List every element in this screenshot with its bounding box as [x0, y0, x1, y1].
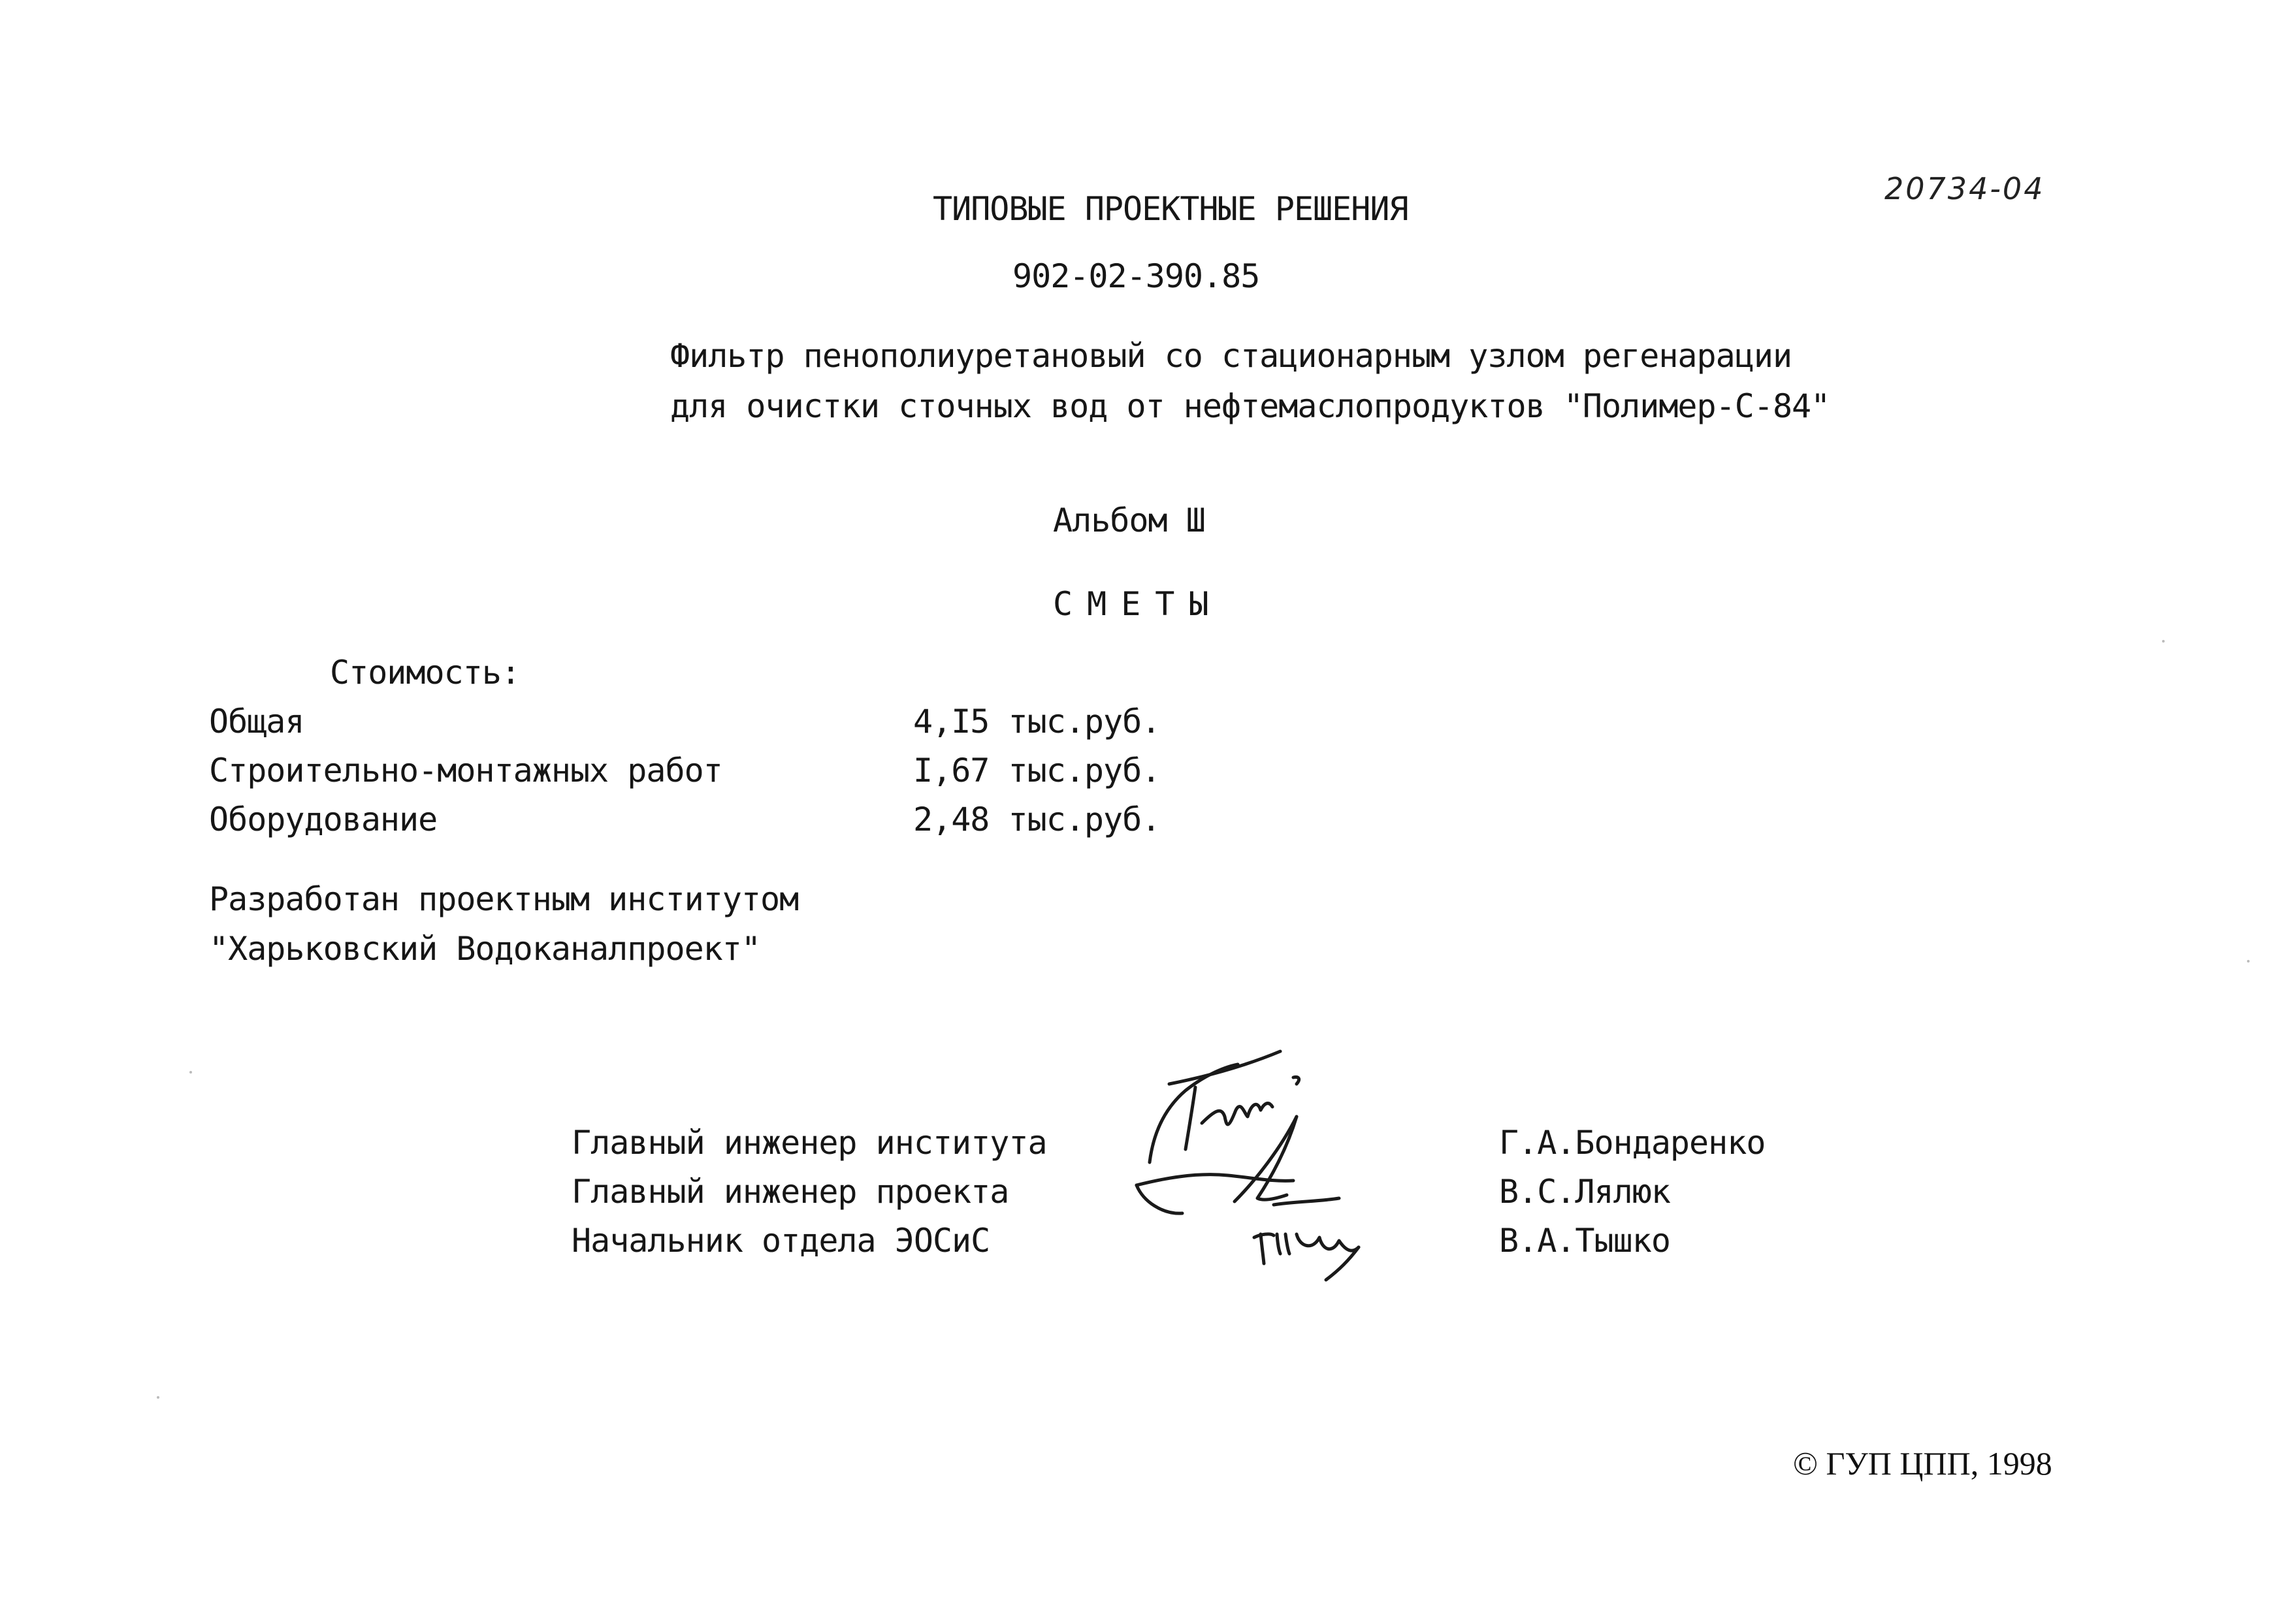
album-label: Альбом Ш [1053, 502, 1205, 539]
signature-stroke [1186, 1087, 1195, 1149]
cost-row-label: Оборудование [209, 801, 438, 838]
signatory-position: Главный инженер проекта [572, 1173, 1009, 1211]
scan-speck [2247, 960, 2250, 963]
title-line-2: для очистки сточных вод от нефтемаслопродуктов "Полимер-С-84" [670, 387, 1830, 425]
signature-stroke [1326, 1247, 1359, 1280]
signatory-name: В.А.Тышко [1499, 1222, 1670, 1260]
document-number: 20734-04 [1884, 171, 2045, 206]
cost-row-value: 2,48 тыс.руб. [913, 801, 1161, 838]
signature-stroke [1137, 1185, 1182, 1213]
project-code: 902-02-390.85 [1012, 257, 1260, 295]
signature-stroke [1297, 1234, 1359, 1250]
developer-line-2: "Харьковский Водоканалпроект" [209, 930, 760, 968]
signature-stroke [1261, 1234, 1264, 1264]
signature-stroke [1285, 1234, 1289, 1254]
cost-row-value: 4,I5 тыс.руб. [913, 703, 1161, 740]
signatory-position: Главный инженер института [572, 1124, 1047, 1162]
signature-stroke [1274, 1198, 1339, 1205]
scan-speck [157, 1396, 159, 1399]
scan-speck [189, 1071, 192, 1074]
signatory-name: Г.А.Бондаренко [1499, 1124, 1766, 1162]
signature-stroke [1235, 1117, 1297, 1202]
signature-stroke [1277, 1234, 1280, 1254]
series-heading: ТИПОВЫЕ ПРОЕКТНЫЕ РЕШЕНИЯ [933, 190, 1408, 228]
signature-stroke [1202, 1104, 1272, 1124]
cost-row-value: I,67 тыс.руб. [913, 752, 1161, 789]
signatory-position: Начальник отдела ЭОСиС [572, 1222, 990, 1260]
cost-heading: Стоимость: [330, 654, 521, 692]
signatory-name: В.С.Лялюк [1499, 1173, 1670, 1211]
signature-stroke [1254, 1234, 1274, 1237]
copyright: © ГУП ЦПП, 1998 [1793, 1445, 2052, 1482]
title-line-1: Фильтр пенополиуретановый со стационарным узлом регенарации [670, 337, 1792, 375]
cost-row-label: Строительно-монтажных работ [209, 752, 722, 789]
developer-line-1: Разработан проектным институтом [209, 880, 799, 918]
scan-speck [2162, 640, 2165, 643]
section-title: СМЕТЫ [1053, 585, 1223, 623]
signature-stroke [1293, 1077, 1299, 1084]
cost-row-label: Общая [209, 703, 304, 740]
handwritten-signatures [1123, 1038, 1417, 1286]
